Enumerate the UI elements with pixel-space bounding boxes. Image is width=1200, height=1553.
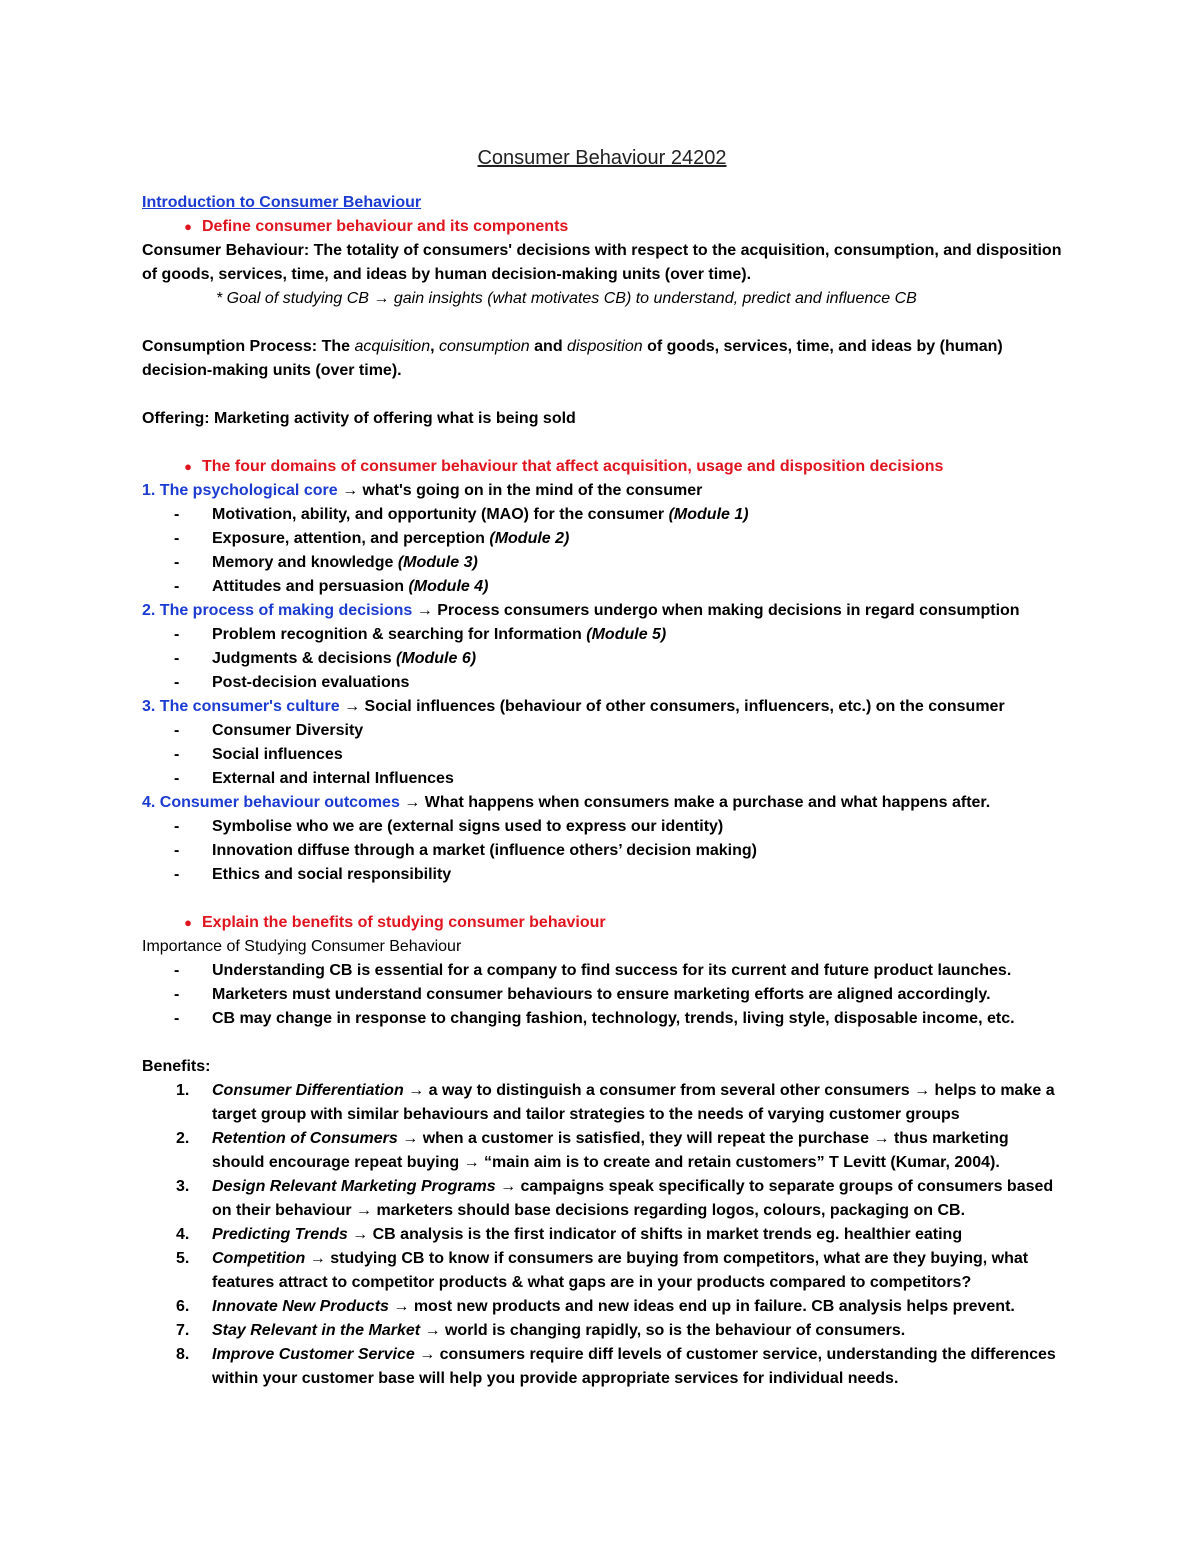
definition-term: Offering: <box>142 410 210 427</box>
definition-italic-word: disposition <box>567 338 643 355</box>
definition-italic-word: consumption <box>438 338 530 355</box>
module-label: (Module 3) <box>397 554 478 571</box>
benefit-text: → most new products and new ideas end up in failure. CB analysis helps prevent. <box>388 1298 1015 1315</box>
list-item-text: Attitudes and persuasion <box>212 578 409 595</box>
bullet-dot-icon: ● <box>184 915 192 930</box>
list-item-text: Memory and knowledge <box>212 554 398 571</box>
module-label: (Module 2) <box>489 530 570 547</box>
dash-icon: - <box>174 722 180 739</box>
list-item-text: Consumer Diversity <box>212 722 364 739</box>
domain-title: 2. The process of making decisions <box>142 602 413 619</box>
domain-description: → what's going on in the mind of the consumer <box>337 482 703 499</box>
objective-text-3: Explain the benefits of studying consumer behaviour <box>202 914 606 931</box>
objective-bullet-2 <box>142 455 1062 479</box>
list-number: 2. <box>176 1130 190 1147</box>
list-item-text: Symbolise who we are (external signs used to express our identity) <box>212 818 724 835</box>
list-item <box>142 815 1062 839</box>
benefit-text: → when a customer is satisfied, they will repeat the purchase → thus marketing should encourage repeat buying → “main aim is to create and retain customers” T Levitt (Kumar, 2004). <box>212 1130 1009 1171</box>
definition-italic-word: acquisition <box>354 338 431 355</box>
list-number: 8. <box>176 1346 190 1363</box>
list-item-text: Exposure, attention, and perception <box>212 530 490 547</box>
objective-bullet-1 <box>142 215 1062 239</box>
document-title: Consumer Behaviour 24202 <box>477 147 727 169</box>
list-item-text: Social influences <box>212 746 343 763</box>
benefit-text: → campaigns speak specifically to separate groups of consumers based on their behaviour → marketers should base decisions regarding logos, colours, packaging on CB. <box>212 1178 1054 1219</box>
list-item-text: External and internal Influences <box>212 770 454 787</box>
definition-text: The totality of consumers' decisions with respect to the acquisition, consumption, and disposition of goods, services, time, and ideas by human decision-making units (over time). <box>142 242 1062 283</box>
benefit-title: Competition <box>212 1250 306 1267</box>
list-item <box>142 671 1062 695</box>
benefit-text: → studying CB to know if consumers are buying from competitors, what are they buying, what features attract to competitor products & what gaps are in your products compared to competitors? <box>212 1250 1029 1291</box>
dash-icon: - <box>174 746 180 763</box>
module-label: (Module 1) <box>668 506 749 523</box>
benefit-item <box>142 1343 1062 1391</box>
benefit-text: → consumers require diff levels of customer service, understanding the differences within your customer base will help you provide appropriate services for individual needs. <box>212 1346 1056 1387</box>
module-label: (Module 6) <box>396 650 477 667</box>
benefits-heading: Benefits: <box>142 1058 211 1075</box>
importance-heading: Importance of Studying Consumer Behaviour <box>142 938 462 955</box>
objective-text-2: The four domains of consumer behaviour that affect acquisition, usage and disposition decisions <box>202 458 944 475</box>
consumer-behaviour-definition <box>142 239 1062 287</box>
list-item <box>142 743 1062 767</box>
definition-text: Marketing activity of offering what is being sold <box>209 410 576 427</box>
definition-text: , <box>430 338 439 355</box>
definition-term: Consumption Process: <box>142 338 318 355</box>
list-number: 7. <box>176 1322 190 1339</box>
domain-title: 1. The psychological core <box>142 482 338 499</box>
domain-heading <box>142 791 1062 815</box>
benefit-item <box>142 1223 1062 1247</box>
dash-icon: - <box>174 674 180 691</box>
list-item-text: Post-decision evaluations <box>212 674 410 691</box>
list-item <box>142 767 1062 791</box>
dash-icon: - <box>174 866 180 883</box>
dash-icon: - <box>174 842 180 859</box>
spacer <box>142 431 1062 455</box>
domain-description: → What happens when consumers make a purchase and what happens after. <box>399 794 991 811</box>
definition-text: of goods, services, time, and ideas by (human) decision-making units (over time). <box>142 338 1003 379</box>
benefit-title: Retention of Consumers <box>212 1130 398 1147</box>
domain-heading <box>142 479 1062 503</box>
domain-title: 3. The consumer's culture <box>142 698 340 715</box>
benefit-title: Stay Relevant in the Market <box>212 1322 421 1339</box>
benefit-title: Innovate New Products <box>212 1298 389 1315</box>
benefit-item <box>142 1175 1062 1223</box>
list-item-text: Ethics and social responsibility <box>212 866 452 883</box>
objective-text-1: Define consumer behaviour and its components <box>202 218 569 235</box>
list-item <box>142 527 1062 551</box>
list-number: 6. <box>176 1298 190 1315</box>
domain-description: → Process consumers undergo when making decisions in regard consumption <box>412 602 1020 619</box>
domain-heading <box>142 695 1062 719</box>
list-item <box>142 863 1062 887</box>
list-item <box>142 647 1062 671</box>
offering-definition <box>142 407 1062 431</box>
benefit-title: Predicting Trends <box>212 1226 348 1243</box>
benefit-title: Design Relevant Marketing Programs <box>212 1178 496 1195</box>
dash-icon: - <box>174 506 180 523</box>
benefit-item <box>142 1319 1062 1343</box>
dash-icon: - <box>174 1010 180 1027</box>
consumption-process-definition <box>142 335 1062 383</box>
list-item <box>142 551 1062 575</box>
domain-description: → Social influences (behaviour of other consumers, influencers, etc.) on the consumer <box>339 698 1005 715</box>
benefit-text: → world is changing rapidly, so is the behaviour of consumers. <box>420 1322 906 1339</box>
benefit-item <box>142 1295 1062 1319</box>
dash-icon: - <box>174 986 180 1003</box>
benefit-title: Consumer Differentiation <box>212 1082 404 1099</box>
benefit-item <box>142 1247 1062 1295</box>
dash-icon: - <box>174 578 180 595</box>
list-item <box>142 959 1062 983</box>
section-heading-link[interactable]: Introduction to Consumer Behaviour <box>142 194 422 211</box>
list-item-text: Understanding CB is essential for a company to find success for its current and future product launches. <box>212 962 1012 979</box>
domain-heading <box>142 599 1062 623</box>
dash-icon: - <box>174 626 180 643</box>
benefit-title: Improve Customer Service <box>212 1346 415 1363</box>
list-item-text: CB may change in response to changing fashion, technology, trends, living style, disposable income, etc. <box>212 1010 1015 1027</box>
spacer <box>142 1031 1062 1055</box>
list-item <box>142 623 1062 647</box>
list-item <box>142 575 1062 599</box>
cb-goal-note: * Goal of studying CB → gain insights (what motivates CB) to understand, predict and influence CB <box>216 290 917 307</box>
list-item-text: Problem recognition & searching for Information <box>212 626 587 643</box>
benefit-item <box>142 1079 1062 1127</box>
dash-icon: - <box>174 650 180 667</box>
document-page <box>142 143 1062 1391</box>
spacer <box>142 887 1062 911</box>
list-item <box>142 839 1062 863</box>
list-item-text: Motivation, ability, and opportunity (MAO) for the consumer <box>212 506 669 523</box>
domain-title: 4. Consumer behaviour outcomes <box>142 794 400 811</box>
definition-text: and <box>529 338 568 355</box>
module-label: (Module 5) <box>586 626 667 643</box>
list-number: 5. <box>176 1250 190 1267</box>
list-number: 4. <box>176 1226 190 1243</box>
spacer <box>142 383 1062 407</box>
benefit-item <box>142 1127 1062 1175</box>
dash-icon: - <box>174 962 180 979</box>
dash-icon: - <box>174 530 180 547</box>
spacer <box>142 311 1062 335</box>
dash-icon: - <box>174 818 180 835</box>
list-item <box>142 719 1062 743</box>
objective-bullet-3 <box>142 911 1062 935</box>
dash-icon: - <box>174 770 180 787</box>
list-number: 3. <box>176 1178 190 1195</box>
benefit-text: → CB analysis is the first indicator of shifts in market trends eg. healthier eating <box>347 1226 963 1243</box>
list-item <box>142 1007 1062 1031</box>
list-item <box>142 503 1062 527</box>
list-item-text: Marketers must understand consumer behaviours to ensure marketing efforts are aligned accordingly. <box>212 986 991 1003</box>
list-item-text: Innovation diffuse through a market (influence others’ decision making) <box>212 842 757 859</box>
bullet-dot-icon: ● <box>184 459 192 474</box>
definition-text: The <box>317 338 355 355</box>
module-label: (Module 4) <box>408 578 489 595</box>
list-number: 1. <box>176 1082 190 1099</box>
definition-term: Consumer Behaviour: <box>142 242 310 259</box>
dash-icon: - <box>174 554 180 571</box>
bullet-dot-icon: ● <box>184 219 192 234</box>
list-item-text: Judgments & decisions <box>212 650 397 667</box>
list-item <box>142 983 1062 1007</box>
benefit-text: → a way to distinguish a consumer from several other consumers → helps to make a target group with similar behaviours and tailor strategies to the needs of varying customer groups <box>212 1082 1055 1123</box>
